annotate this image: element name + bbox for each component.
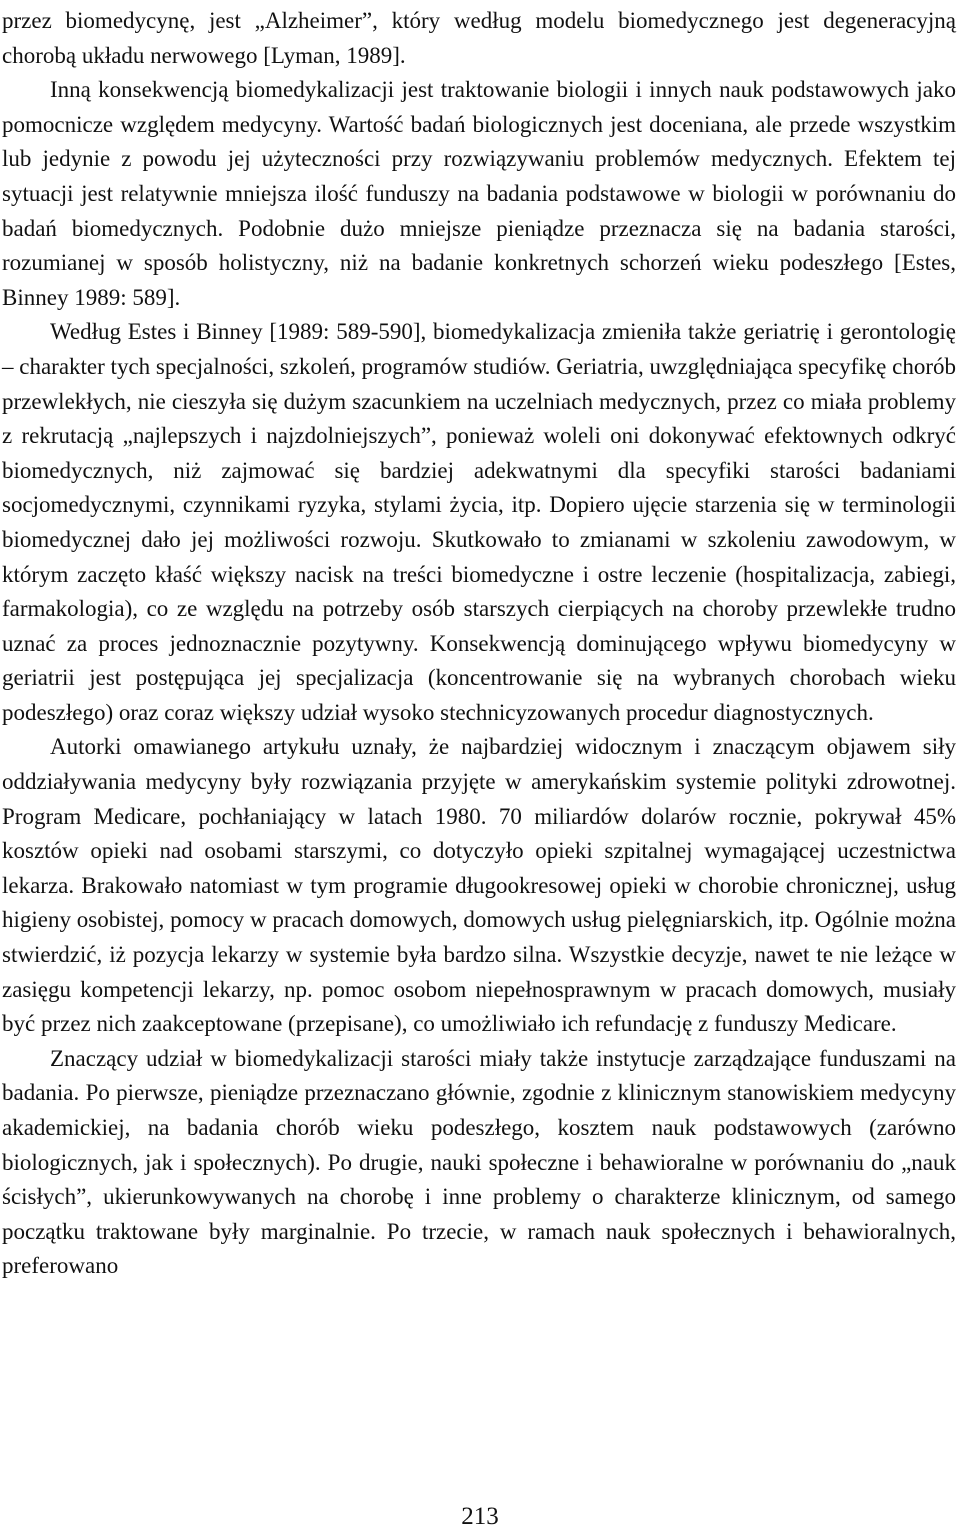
paragraph-3: Według Estes i Binney [1989: 589-590], biomedykalizacja zmieniła także geriatrię i gerontologię – charakter tych specjalności, szkoleń, programów studiów. Geriatria, uwzględniająca specyfikę chorób przewlekłych, nie cieszyła się dużym szacunkiem na uczelniach medycznych, przez co miała problemy z rekrutacją „najlepszych i najzdolniejszych”, ponieważ woleli oni dokonywać efektownych odkryć biomedycznych, niż zajmować się bardziej adekwatnymi dla specyfiki starości badaniami socjomedycznymi, czynnikami ryzyka, stylami życia, itp. Dopiero ujęcie starzenia się w terminologii biomedycznej dało jej możliwości rozwoju. Skutkowało to zmianami w szkoleniu zawodowym, w którym zaczęto kłaść większy nacisk na treści biomedyczne i ostre leczenie (hospitalizacja, zabiegi, farmakologia), co ze względu na potrzeby osób starszych cierpiących na choroby przewlekłe trudno uznać za proces jednoznacznie pozytywny. Konsekwencją dominującego wpływu biomedycyny w geriatrii jest postępująca jej specjalizacja (koncentrowanie się na wybranych chorobach wieku podeszłego) oraz coraz większy udział wysoko stechnicyzowanych procedur diagnostycznych. [2, 319, 956, 725]
paragraph-1: przez biomedycynę, jest „Alzheimer”, który według modelu biomedycznego jest degeneracyjną chorobą układu nerwowego [Lyman, 1989]. [2, 8, 956, 68]
page-number: 213 [461, 1503, 499, 1530]
paragraph-4: Autorki omawianego artykułu uznały, że najbardziej widocznym i znaczącym objawem siły oddziaływania medycyny były rozwiązania przyjęte w amerykańskim systemie polityki zdrowotnej. Program Medicare, pochłaniający w latach 1980. 70 miliardów dolarów rocznie, pokrywał 45% kosztów opieki nad osobami starszymi, co dotyczyło opieki szpitalnej wymagającej uczestnictwa lekarza. Brakowało natomiast w tym programie długookresowej opieki w chorobie chronicznej, usług higieny osobistej, pomocy w pracach domowych, domowych usług pielęgniarskich, itp. Ogólnie można stwierdzić, iż pozycja lekarzy w systemie była bardzo silna. Wszystkie decyzje, nawet te nie leżące w zasięgu kompetencji lekarzy, np. pomoc osobom niepełnosprawnym w pracach domowych, musiały być przez nich zaakceptowane (przepisane), co umożliwiało ich refundację z funduszy Medicare. [2, 734, 956, 1037]
paragraph-5: Znaczący udział w biomedykalizacji starości miały także instytucje zarządzające funduszami na badania. Po pierwsze, pieniądze przeznaczano głównie, zgodnie z klinicznym stanowiskiem medycyny akademickiej, na badania chorób wieku podeszłego, kosztem nauk podstawowych (zarówno biologicznych, jak i społecznych). Po drugie, nauki społeczne i behawioralne w porównaniu do „nauk ścisłych”, ukierunkowywanych na chorobę i inne problemy o charakterze klinicznym, od samego początku traktowane były marginalnie. Po trzecie, w ramach nauk społecznych i behawioralnych, preferowano [2, 1045, 956, 1279]
paragraph-2: Inną konsekwencją biomedykalizacji jest traktowanie biologii i innych nauk podstawowych jako pomocnicze względem medycyny. Wartość badań biologicznych jest doceniana, ale przede wszystkim lub jedynie z powodu jej użyteczności przy rozwiązywaniu problemów medycznych. Efektem tej sytuacji jest relatywnie mniejsza ilość funduszy na badania podstawowe w biologii w porównaniu do badań biomedycznych. Podobnie dużo mniejsze pieniądze przeznacza się na badania starości, rozumianej w sposób holistyczny, niż na badanie konkretnych schorzeń wieku podeszłego [Estes, Binney 1989: 589]. [2, 77, 956, 310]
